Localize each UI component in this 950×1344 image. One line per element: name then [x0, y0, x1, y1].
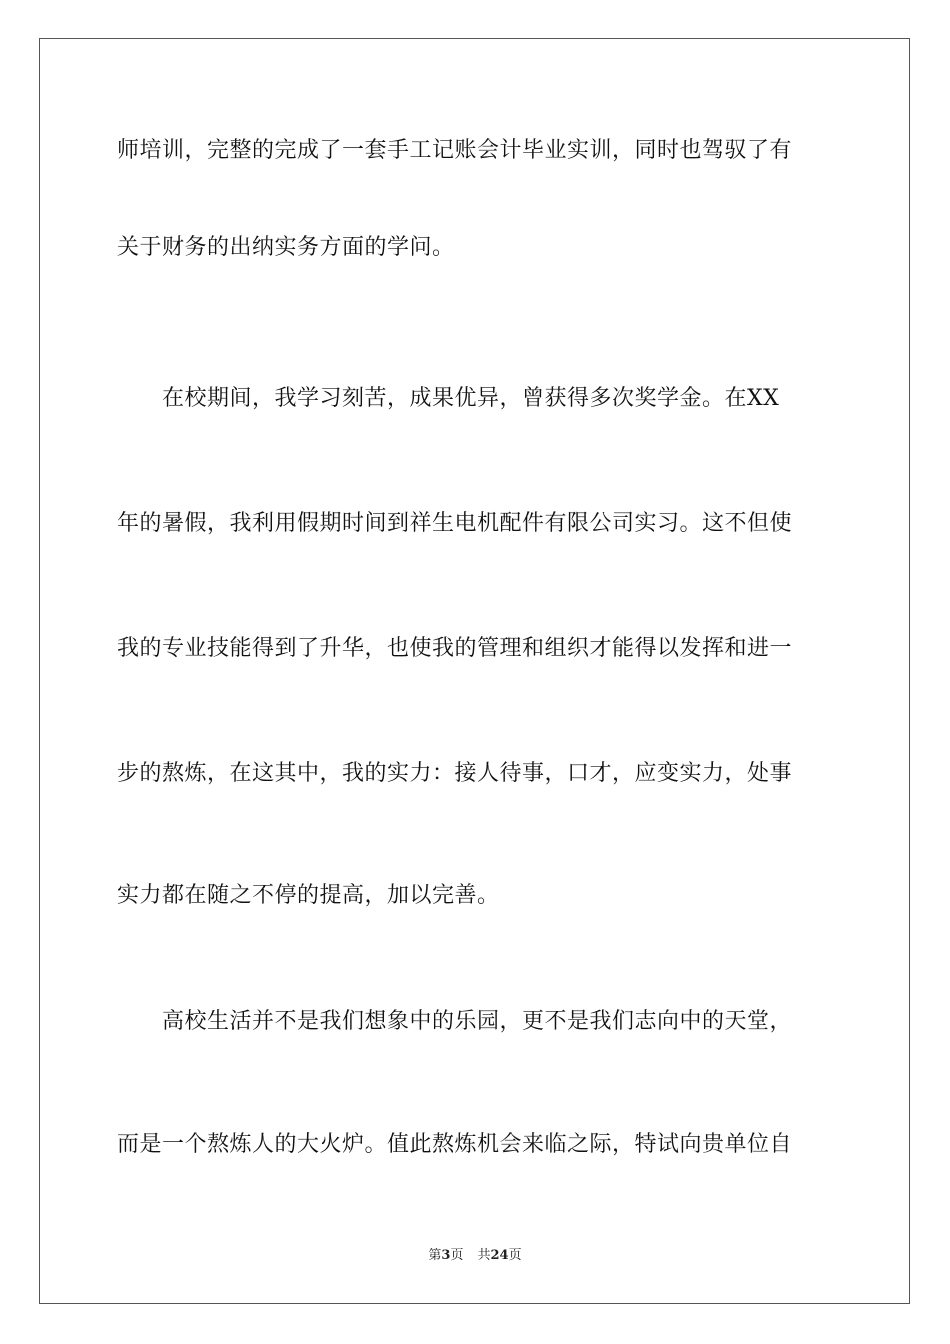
text-line-3: 在校期间，我学习刻苦，成果优异，曾获得多次奖学金。在XX: [117, 386, 780, 411]
text-line-1: 师培训，完整的完成了一套手工记账会计毕业实训，同时也驾驭了有: [117, 138, 793, 163]
text-line-7: 实力都在随之不停的提高，加以完善。: [117, 883, 500, 908]
page-frame: [39, 38, 910, 1304]
text-line-8: 高校生活并不是我们想象中的乐园，更不是我们志向中的天堂，: [117, 1009, 793, 1034]
page-prefix: 第: [428, 1248, 442, 1263]
text-line-6: 步的熬炼，在这其中，我的实力：接人待事，口才，应变实力，处事: [117, 761, 793, 786]
page-suffix: 页: [450, 1248, 464, 1263]
page-footer: [0, 1247, 950, 1265]
total-suffix: 页: [508, 1248, 522, 1263]
page-number: 3: [441, 1248, 451, 1263]
text-line-4: 年的暑假，我利用假期时间到祥生电机配件有限公司实习。这不但使: [117, 511, 793, 536]
total-pages: 24: [490, 1248, 509, 1263]
text-line-5: 我的专业技能得到了升华，也使我的管理和组织才能得以发挥和进一: [117, 636, 793, 661]
text-line-9: 而是一个熬炼人的大火炉。值此熬炼机会来临之际，特试向贵单位自: [117, 1132, 793, 1157]
total-prefix: 共: [477, 1248, 491, 1263]
text-line-2: 关于财务的出纳实务方面的学问。: [117, 235, 455, 260]
